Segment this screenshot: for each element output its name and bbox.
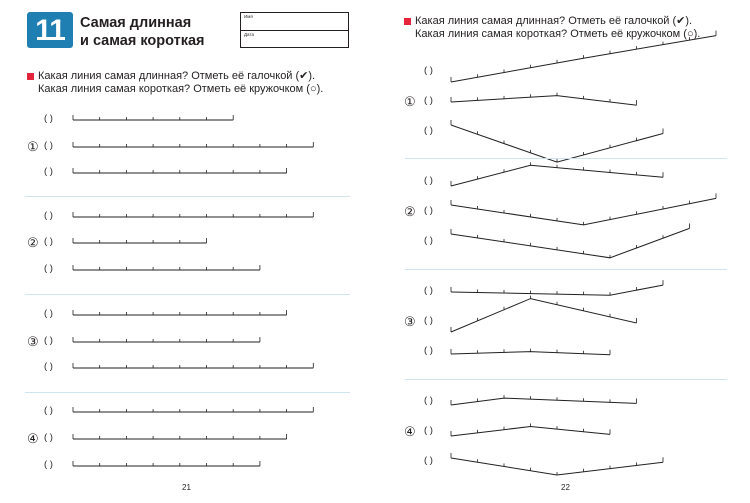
answer-box[interactable]: ( ) — [44, 361, 53, 372]
measure-line — [451, 93, 637, 106]
measure-line — [73, 363, 313, 368]
task-marker: ② — [27, 235, 39, 250]
task-marker: ④ — [404, 424, 416, 439]
section-divider — [25, 294, 350, 295]
measure-line — [451, 280, 663, 295]
measure-line — [73, 238, 207, 243]
measure-line — [451, 349, 610, 355]
answer-box[interactable]: ( ) — [44, 335, 53, 346]
answer-box[interactable]: ( ) — [424, 455, 433, 466]
measure-line — [451, 31, 716, 82]
measure-line — [451, 423, 610, 436]
title-line-2: и самая короткая — [80, 33, 205, 49]
answer-box[interactable]: ( ) — [44, 263, 53, 274]
page-number: 21 — [182, 483, 191, 492]
answer-box[interactable]: ( ) — [424, 125, 433, 136]
answer-box[interactable]: ( ) — [424, 285, 433, 296]
task-marker: ③ — [27, 334, 39, 349]
answer-box[interactable]: ( ) — [44, 166, 53, 177]
measure-line — [73, 310, 287, 315]
instruction-line-1: Какая линия самая длинная? Отметь её галочкой (✔). — [38, 70, 316, 82]
task-marker: ③ — [404, 314, 416, 329]
title-line-1: Самая длинная — [80, 15, 192, 31]
answer-box[interactable]: ( ) — [44, 210, 53, 221]
answer-box[interactable]: ( ) — [424, 235, 433, 246]
instruction-line-2: Какая линия самая короткая? Отметь её кружочком (○). — [415, 28, 701, 40]
measure-line — [73, 337, 260, 342]
measure-line — [451, 395, 637, 405]
section-divider — [405, 269, 727, 270]
answer-box[interactable]: ( ) — [44, 113, 53, 124]
measure-line — [73, 461, 260, 466]
right-page — [375, 0, 750, 503]
page-number: 22 — [561, 483, 570, 492]
instruction-line-1: Какая линия самая длинная? Отметь её галочкой (✔). — [415, 15, 693, 27]
measure-line — [451, 453, 663, 475]
answer-box[interactable]: ( ) — [424, 425, 433, 436]
instruction-line-2: Какая линия самая короткая? Отметь её кружочком (○). — [38, 83, 324, 95]
task-marker: ② — [404, 204, 416, 219]
answer-box[interactable]: ( ) — [424, 345, 433, 356]
answer-box[interactable]: ( ) — [424, 205, 433, 216]
measure-line — [73, 407, 313, 412]
answer-box[interactable]: ( ) — [44, 459, 53, 470]
lesson-number: 11 — [35, 14, 65, 47]
answer-box[interactable]: ( ) — [424, 175, 433, 186]
measure-line — [73, 142, 313, 147]
answer-box[interactable]: ( ) — [44, 405, 53, 416]
measure-line — [73, 212, 313, 217]
answer-box[interactable]: ( ) — [44, 236, 53, 247]
answer-box[interactable]: ( ) — [424, 95, 433, 106]
section-divider — [405, 158, 727, 159]
section-divider — [25, 196, 350, 197]
measure-line — [73, 265, 260, 270]
name-label: Имя — [244, 14, 253, 19]
measure-line — [451, 120, 663, 162]
answer-box[interactable]: ( ) — [44, 308, 53, 319]
task-marker: ① — [27, 139, 39, 154]
measure-line — [451, 162, 663, 186]
answer-box[interactable]: ( ) — [44, 432, 53, 443]
answer-box[interactable]: ( ) — [424, 315, 433, 326]
answer-box[interactable]: ( ) — [424, 395, 433, 406]
answer-box[interactable]: ( ) — [424, 65, 433, 76]
task-marker: ① — [404, 94, 416, 109]
measure-line — [451, 193, 716, 225]
task-marker: ④ — [27, 431, 39, 446]
section-divider — [405, 379, 727, 380]
measure-line — [451, 223, 690, 257]
measure-line — [73, 168, 287, 173]
measure-line — [451, 296, 637, 332]
measure-line — [73, 115, 233, 120]
date-label: Дата — [244, 32, 254, 37]
answer-box[interactable]: ( ) — [44, 140, 53, 151]
measure-line — [73, 434, 287, 439]
section-divider — [25, 392, 350, 393]
